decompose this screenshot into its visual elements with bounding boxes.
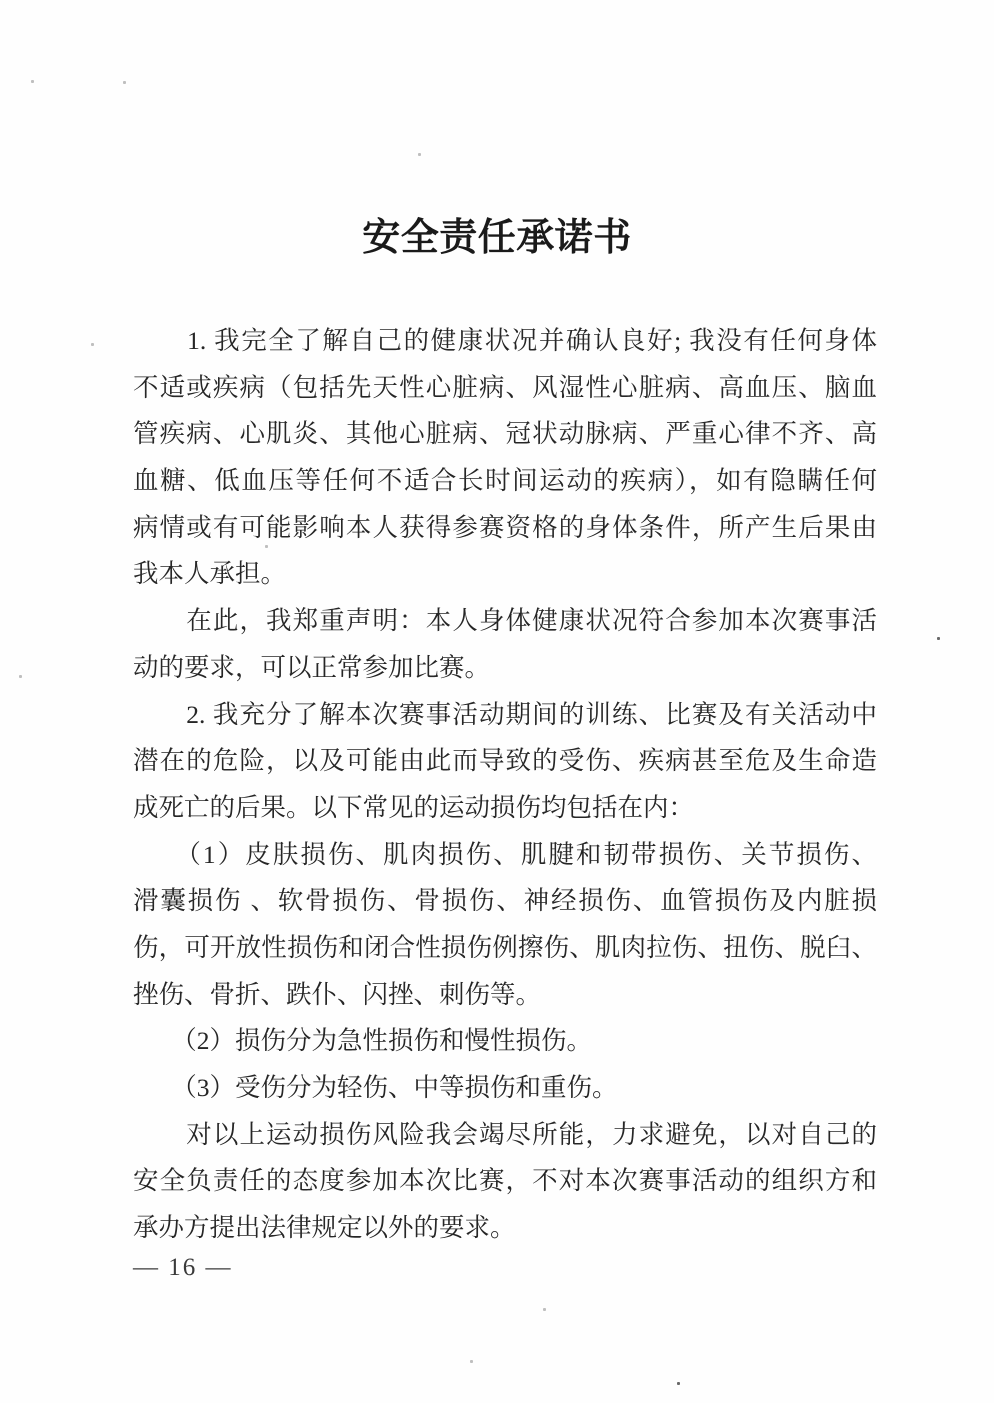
scan-speck [677,1382,680,1385]
text-line: 滑囊损伤 、软骨损伤、骨损伤、神经损伤、血管损伤及内脏损 [133,886,877,916]
paragraph [133,1018,877,1065]
text-line: 管疾病、心肌炎、其他心脏病、冠状动脉病、严重心律不齐、高 [133,419,877,449]
paragraph [133,832,877,1019]
scan-speck [470,1360,473,1363]
text-line: 不适或疾病（包括先天性心脏病、风湿性心脏病、高血压、脑血 [133,372,877,402]
document-title: 安全责任承诺书 [362,217,632,259]
text-line: 成死亡的后果。以下常见的运动损伤均包括在内： [133,792,695,822]
text-line: 安全负责任的态度参加本次比赛，不对本次赛事活动的组织方和 [133,1166,877,1196]
text-line: 承办方提出法律规定以外的要求。 [133,1213,516,1243]
paragraph [133,598,877,691]
text-line: 我本人承担。 [133,559,287,589]
scan-speck [418,153,421,156]
paragraph [133,692,877,832]
text-line: 血糖、低血压等任何不适合长时间运动的疾病），如有隐瞒任何 [133,466,877,496]
text-line: （3）受伤分为轻伤、中等损伤和重伤。 [133,1073,618,1102]
scan-speck [937,637,940,640]
text-line: （1）皮肤损伤、肌肉损伤、肌腱和韧带损伤、关节损伤、 [133,839,877,869]
scan-speck [123,81,126,84]
paragraph [133,318,877,598]
scan-speck [31,80,34,83]
text-line: 2. 我充分了解本次赛事活动期间的训练、比赛及有关活动中 [133,699,877,729]
scan-speck [265,545,268,548]
text-line: 对以上运动损伤风险我会竭尽所能，力求避免，以对自己的 [133,1119,877,1149]
text-line: 伤，可开放性损伤和闭合性损伤例擦伤、肌肉拉伤、扭伤、脱臼、 [133,932,877,962]
text-line: 病情或有可能影响本人获得参赛资格的身体条件，所产生后果由 [133,512,877,542]
scan-speck [543,1308,546,1311]
text-line: 1. 我完全了解自己的健康状况并确认良好; 我没有任何身体 [133,326,877,355]
text-line: （2）损伤分为急性损伤和慢性损伤。 [133,1026,593,1056]
text-line: 潜在的危险，以及可能由此而导致的受伤、疾病甚至危及生命造 [133,746,877,776]
document-body [133,318,877,1252]
text-line: 动的要求，可以正常参加比赛。 [133,652,491,682]
scan-speck [91,343,94,346]
text-line: 在此，我郑重声明：本人身体健康状况符合参加本次赛事活 [133,606,877,636]
paragraph [133,1065,877,1112]
scan-speck [19,675,22,678]
text-line: 挫伤、骨折、跌仆、闪挫、刺伤等。 [133,979,542,1009]
paragraph [133,1112,877,1252]
page-number: — 16 — [133,1254,233,1281]
